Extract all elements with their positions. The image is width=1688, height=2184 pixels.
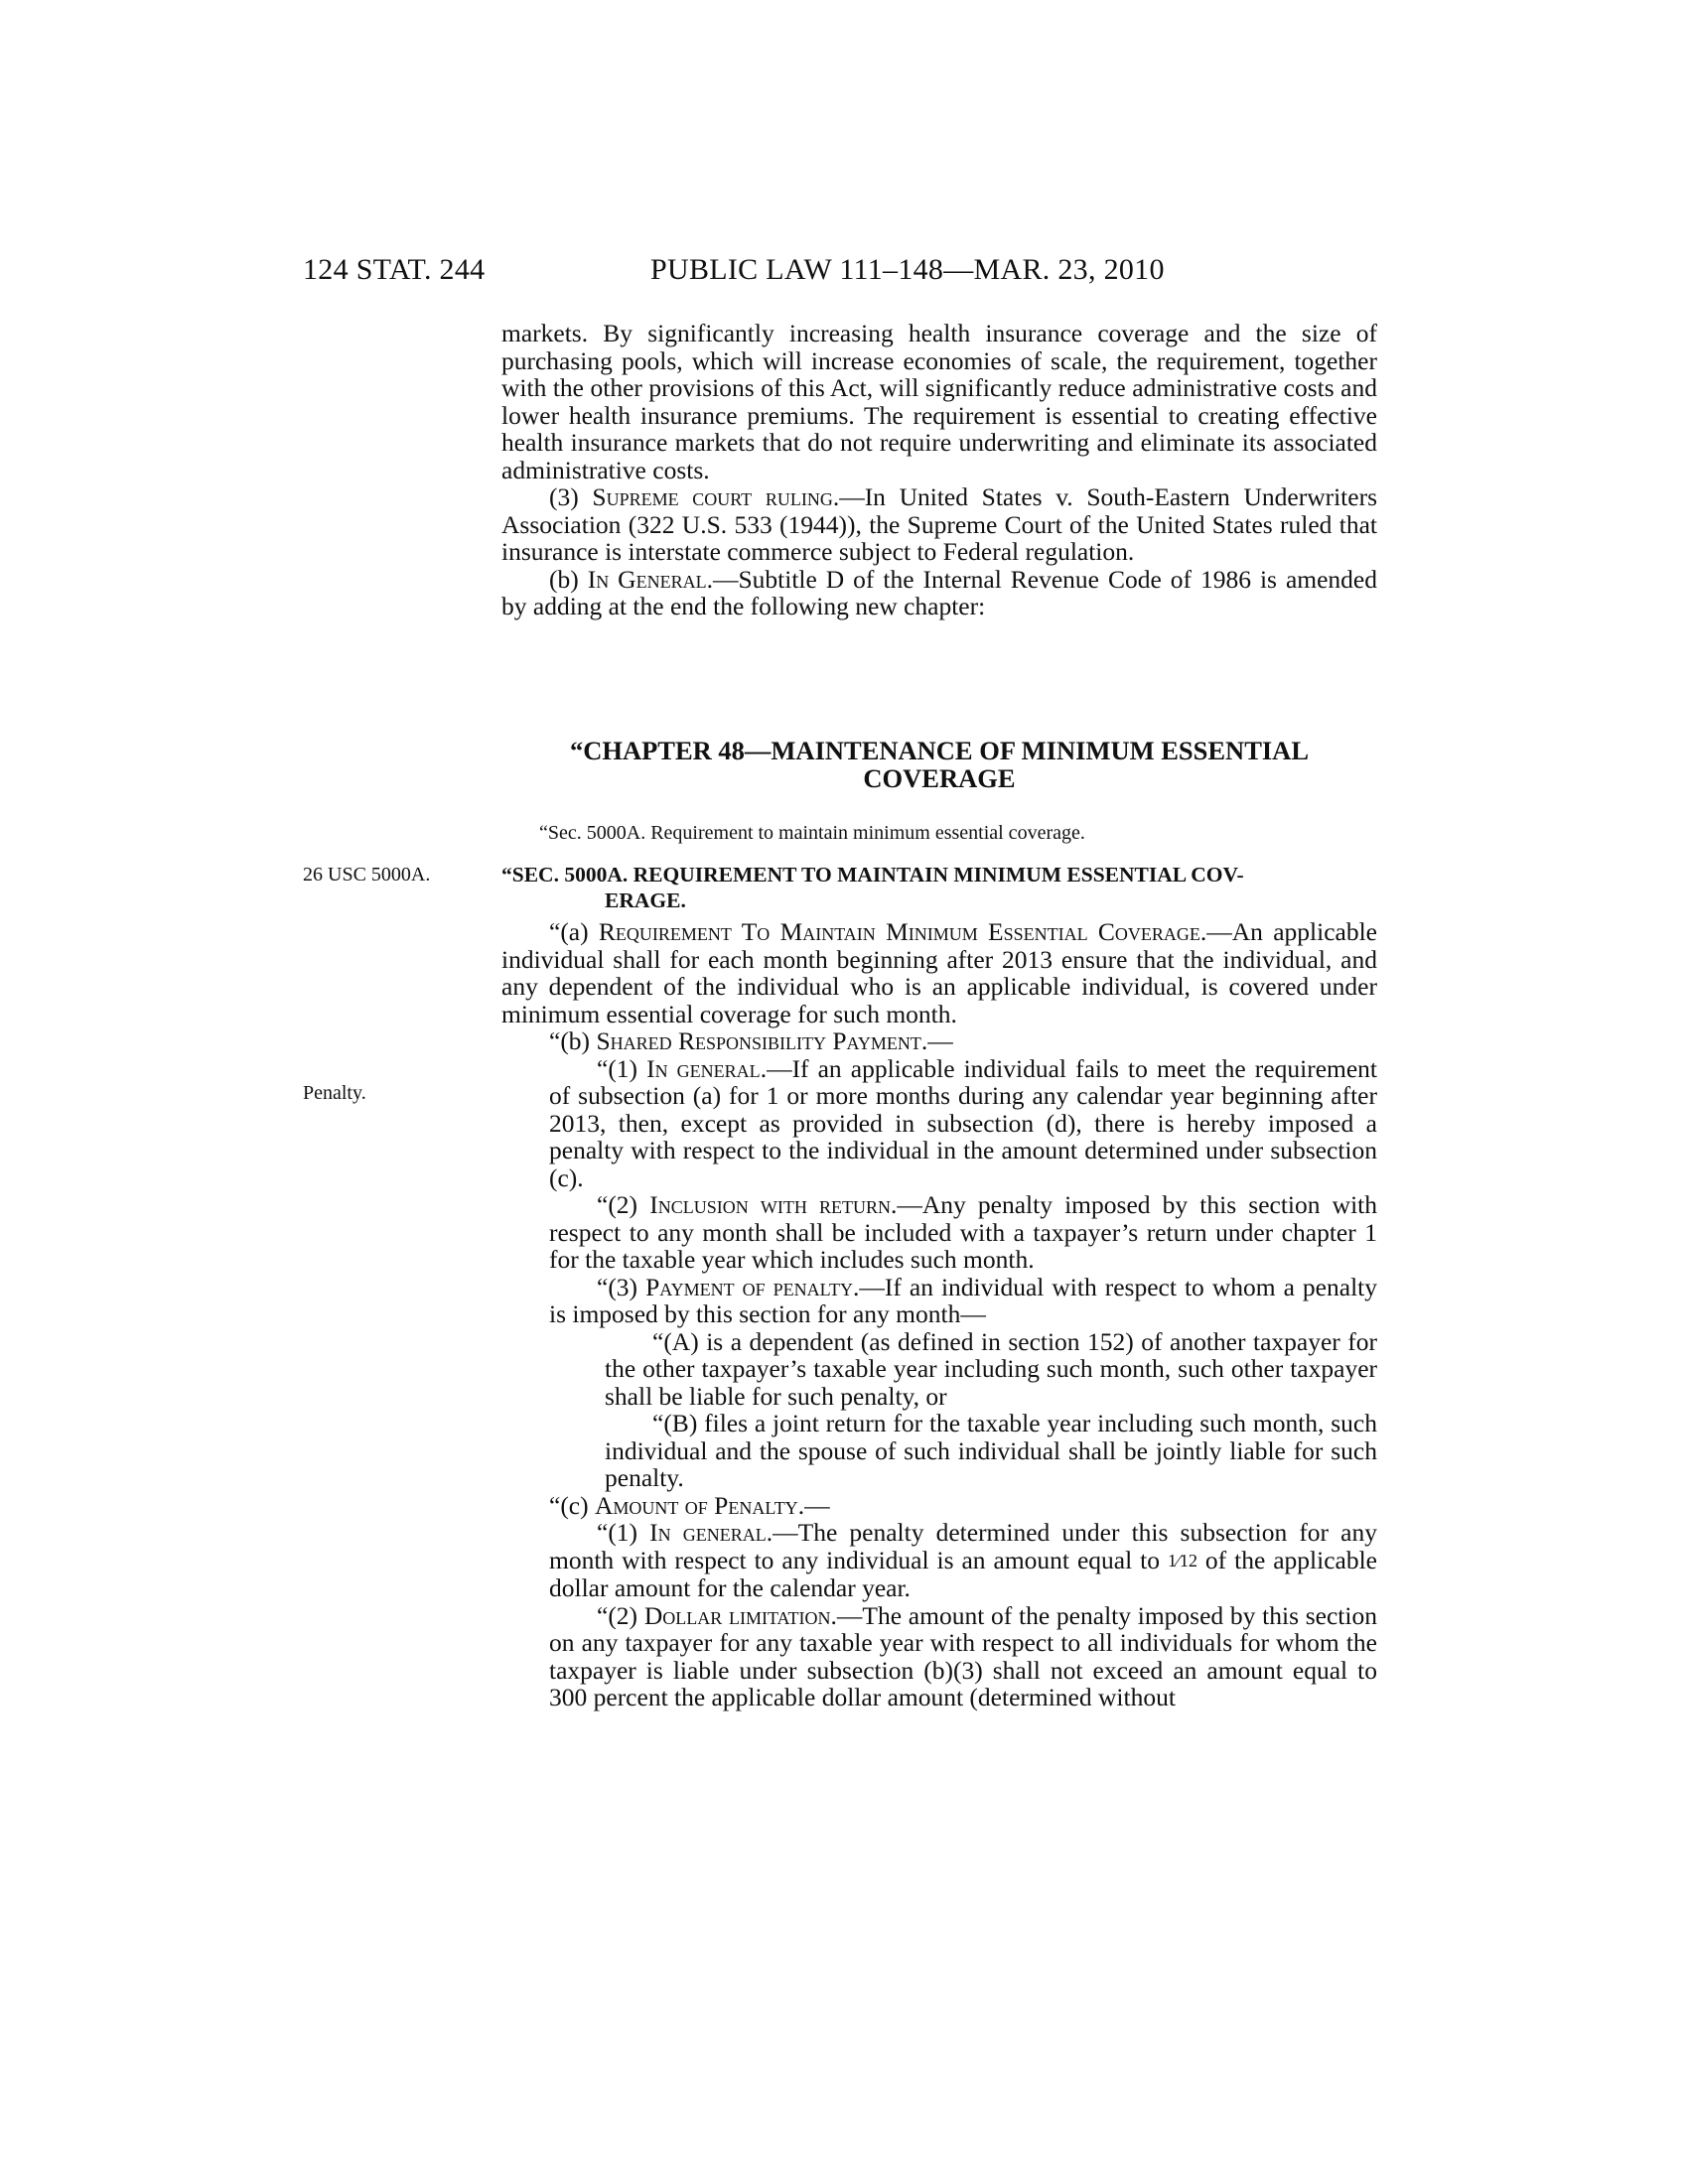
paragraph-supreme-court-ruling: (3) Supreme court ruling.—In United States v. South-Eastern Underwriters Association (322 U.S. 533 (1944)), the Supreme Court of the United States ruled that insurance is interstate commerce subject to Federal regulation. [501,482,1377,566]
margin-note-usc: 26 USC 5000A. [303,864,431,886]
run-in-heading: Shared Responsibility Payment [596,1026,921,1055]
subsection-b: “(b) Shared Responsibility Payment.— [549,1026,953,1055]
paragraph-b2: “(2) Inclusion with return.—Any penalty imposed by this section with respect to any month shall be included with a taxpayer’s return under chapter 1 for the taxable year which includes such month. [549,1190,1377,1274]
run-in-heading: Amount of Penalty [595,1490,798,1520]
subparagraph-b3b: “(B) files a joint return for the taxable year including such month, such individual and the spouse of such individual shall be jointly liable for such penalty. [605,1409,1377,1492]
paragraph-b3: “(3) Payment of penalty.—If an individual with respect to whom a penalty is imposed by this section for any month— [549,1272,1377,1328]
body-block-2 [501,918,1377,1711]
paragraph-b1: “(1) In general.—If an applicable individual fails to meet the requirement of subsection (a) for 1 or more months during any calendar year beginning after 2013, then, except as provided in subsection (d), there is hereby imposed a penalty with respect to the individual in the amount determined under subsection (c). [549,1053,1377,1192]
page-stat-number: 124 STAT. 244 [303,253,486,286]
run-in-heading: Inclusion with return [649,1190,891,1219]
run-in-heading: In General [587,564,707,594]
subparagraph-b3a: “(A) is a dependent (as defined in section 152) of another taxpayer for the other taxpayer’s taxable year including such month, such other taxpayer shall be liable for such penalty, or [605,1326,1377,1411]
subsection-c: “(c) Amount of Penalty.— [549,1490,830,1520]
fraction-one-twelfth: 1⁄12 [1167,1550,1197,1570]
run-in-heading: Requirement To Maintain Minimum Essential Coverage [598,917,1200,946]
run-in-heading: Supreme court ruling [592,482,833,511]
table-of-sections-entry: “Sec. 5000A. Requirement to maintain minimum essential coverage. [539,822,1085,844]
section-heading: “SEC. 5000A. REQUIREMENT TO MAINTAIN MINIMUM ESSENTIAL COV- ERAGE. [501,863,1244,912]
paragraph-in-general-b: (b) In General.—Subtitle D of the Internal Revenue Code of 1986 is amended by adding at the end the following new chapter: [501,564,1377,620]
body-block-1 [501,320,1377,620]
chapter-title: “CHAPTER 48—MAINTENANCE OF MINIMUM ESSENTIAL COVERAGE [569,736,1309,793]
margin-note-penalty: Penalty. [303,1082,366,1104]
run-in-heading: Payment of penalty [645,1272,853,1301]
page-running-head: PUBLIC LAW 111–148—MAR. 23, 2010 [650,253,1165,286]
run-in-heading: In general [646,1053,761,1083]
paragraph-markets: markets. By significantly increasing health insurance coverage and the size of purchasing pools, which will increase economies of scale, the requirement, together with the other provisions of this Act, will significantly reduce administrative costs and lower health insurance premiums. The requirement is essential to creating effective health insurance markets that do not require underwriting and eliminate its associated administrative costs. [501,319,1377,484]
paragraph-c2: “(2) Dollar limitation.—The amount of the penalty imposed by this section on any taxpayer for any taxable year with respect to all individuals for whom the taxpayer is liable under subsection (b)(3) shall not exceed an amount equal to 300 percent the applicable dollar amount (determined without [549,1600,1377,1711]
subsection-a: “(a) Requirement To Maintain Minimum Essential Coverage.—An applicable individual shall for each month beginning after 2013 ensure that the individual, and any dependent of the individual who is an applicable individual, is covered under minimum essential coverage for such month. [501,917,1377,1028]
paragraph-c1: “(1) In general.—The penalty determined under this subsection for any month with respect to any individual is an amount equal to 1⁄12 of the applicable dollar amount for the calendar year. [549,1518,1378,1602]
run-in-heading: Dollar limitation [643,1600,831,1630]
run-in-heading: In general [649,1518,767,1547]
